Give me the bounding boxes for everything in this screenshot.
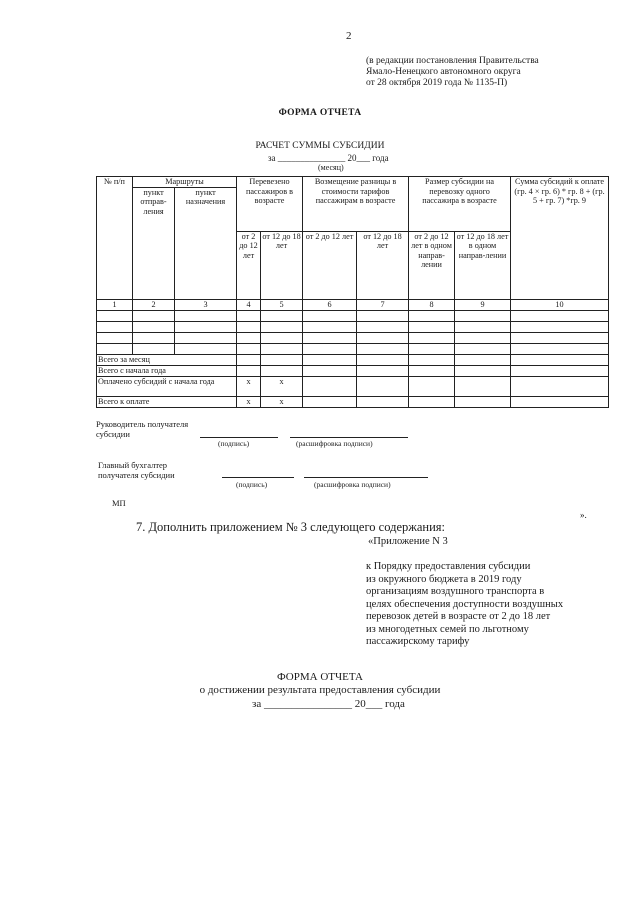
form2-title: ФОРМА ОТЧЕТА	[276, 671, 363, 683]
appendix-title: «Приложение N 3	[368, 536, 448, 547]
header-age-12-18: от 12 до 18 лет	[261, 231, 303, 299]
col-number: 4	[237, 299, 261, 310]
x-mark: х	[261, 396, 303, 407]
header-size-2-12: от 2 до 12 лет в одном направ-лении	[409, 231, 455, 299]
x-mark: х	[261, 376, 303, 396]
reference-line: из окружного бюджета в 2019 году	[366, 573, 522, 585]
row-label: Всего к оплате	[97, 396, 237, 407]
accountant-signature-label	[98, 460, 175, 480]
table-row	[97, 310, 609, 321]
col-number: 5	[261, 299, 303, 310]
podpis-caption: (подпись)	[218, 439, 250, 448]
calc-title: РАСЧЕТ СУММЫ СУБСИДИИ	[255, 141, 385, 151]
col-number: 8	[409, 299, 455, 310]
edition-line: от 28 октября 2019 года № 1135-П)	[366, 78, 508, 88]
header-size-12-18: от 12 до 18 лет в одном направ-лении	[455, 231, 511, 299]
label-line: Главный бухгалтер	[98, 460, 168, 470]
reference-line: к Порядку предоставления субсидии	[366, 561, 531, 572]
header-routes: Маршруты	[133, 177, 237, 188]
reference-line: перевозок детей в возрасте от 2 до 18 лет	[366, 611, 551, 622]
column-number-row	[97, 299, 609, 310]
header-refund-12-18: от 12 до 18 лет	[357, 231, 409, 299]
stamp-place: МП	[112, 498, 126, 508]
reference-line: организациям воздушного транспорта в	[366, 586, 545, 597]
table-row	[97, 321, 609, 332]
reference-line: из многодетных семей по льготному	[366, 623, 529, 635]
month-caption: (месяц)	[318, 163, 344, 172]
rasshifrovka-caption: (расшифровка подписи)	[314, 480, 391, 489]
header-subsidy-size: Размер субсидии на перевозку одного пассажира в возрасте	[409, 177, 511, 232]
subsidy-table	[96, 176, 609, 408]
podpis-caption: (подпись)	[236, 480, 268, 489]
row-label: Оплачено субсидий с начала года	[97, 376, 237, 396]
signature-line	[290, 437, 408, 438]
paid-row	[97, 376, 609, 396]
edition-line: (в редакции постановления Правительства	[366, 56, 539, 66]
total-month-row	[97, 354, 609, 365]
total-year-row	[97, 365, 609, 376]
col-number: 6	[303, 299, 357, 310]
header-age-2-12: от 2 до 12 лет	[237, 231, 261, 299]
form-title: ФОРМА ОТЧЕТА	[278, 108, 362, 118]
header-origin: пункт отправ-ления	[133, 187, 175, 299]
rasshifrovka-caption: (расшифровка подписи)	[296, 439, 373, 448]
signature-line	[304, 477, 428, 478]
x-mark: х	[237, 396, 261, 407]
col-number: 10	[511, 299, 609, 310]
label-line: субсидии	[96, 429, 130, 439]
edition-note	[366, 56, 539, 89]
form2-period-line: за ________________ 20___ года	[252, 698, 405, 710]
page-number: 2	[346, 30, 352, 42]
header-destination: пункт назначения	[175, 187, 237, 299]
header-num: № п/п	[97, 177, 133, 300]
signature-line	[200, 437, 278, 438]
edition-line: Ямало-Ненецкого автономного округа	[366, 67, 521, 77]
table-row	[97, 343, 609, 354]
x-mark: х	[237, 376, 261, 396]
label-line: получателя субсидии	[98, 470, 175, 480]
row-label: Всего с начала года	[97, 365, 237, 376]
header-refund-2-12: от 2 до 12 лет	[303, 231, 357, 299]
reference-line: целях обеспечения доступности воздушных	[366, 598, 564, 610]
header-transported: Перевезено пассажиров в возрасте	[237, 177, 303, 232]
period-line: за _______________ 20___ года	[268, 153, 389, 163]
to-pay-row	[97, 396, 609, 407]
quote-end: ».	[580, 510, 587, 520]
col-number: 3	[175, 299, 237, 310]
amendment-item-7: 7. Дополнить приложением № 3 следующего содержания:	[136, 520, 446, 534]
col-number: 2	[133, 299, 175, 310]
signature-line	[222, 477, 294, 478]
col-number: 9	[455, 299, 511, 310]
col-number: 7	[357, 299, 409, 310]
reference-line: пассажирскому тарифу	[366, 636, 470, 647]
appendix-reference	[366, 561, 563, 649]
header-sum: Сумма субсидий к оплате (гр. 4 × гр. 6) * гр. 8 + (гр. 5 + гр. 7) *гр. 9	[511, 177, 609, 300]
head-signature-label	[96, 419, 188, 439]
header-refund: Возмещение разницы в стоимости тарифов пассажирам в возрасте	[303, 177, 409, 232]
row-label: Всего за месяц	[97, 354, 237, 365]
form2-subtitle: о достижении результата предоставления субсидии	[199, 684, 441, 696]
col-number: 1	[97, 299, 133, 310]
label-line: Руководитель получателя	[96, 419, 189, 429]
table-row	[97, 332, 609, 343]
